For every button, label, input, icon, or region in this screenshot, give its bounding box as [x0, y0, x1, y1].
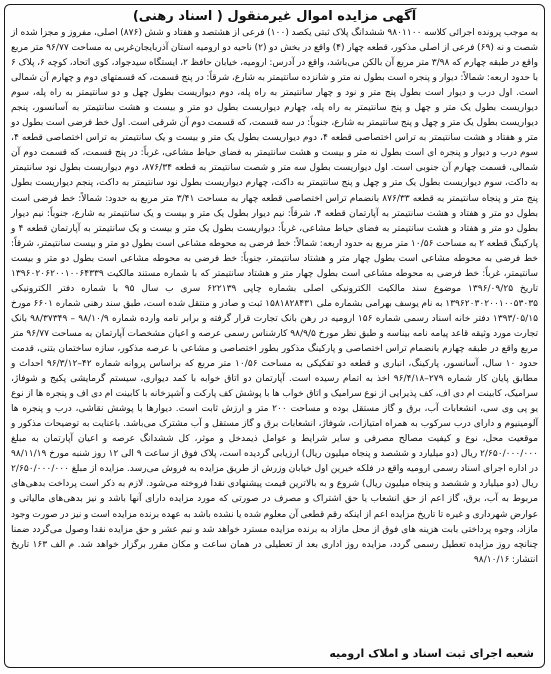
notice-title: آگهی مزایده اموال غیرمنقول ( اسناد رهنی): [132, 9, 417, 24]
notice-signature: شعبه اجرای ثبت اسناد و املاک ارومیه: [329, 647, 534, 660]
notice-frame: [4, 4, 545, 668]
notice-body: به موجب پرونده اجرائی کلاسه ۹۸۰۱۱۰۰ ششدانگ پلاک ثبتی یکصد (۱۰۰) فرعی از هشتصد و هفتاد و شش (۸۷۶) اصلی، مفروز و مجزا شده از شصت و نه (۶۹) فرعی از اصلی مذکور، قطعه چهار (۴) واقع در بخش دو (۲) ناحیه دو ارومیه استان آذربایجان‌غربی به مساحت ۹۶/۷۷ متر مربع واقع در طبقه چهارم که ۳/۹۸ متر مربع آن بالکن می‌باشد، واقع در آدرس: ارومیه، خیابان حافظ ۲، ایستگاه سیدجواد، کوی اتحاد، کوچه ۶، پلاک ۶ با حدود اربعه: شمالاً: دیوار و پنجره است بطول نه متر و شانزده سانتیمتر به شارع، شرقاً: در پنج قسمت، که قسمتهای دوم و چهارم آن شمالی است. اول درب و دیوار است بطول پنج متر و نود و چهار سانتیمتر به راه پله، دوم دیواریست بطول چهل و دو سانتیمتر به راه پله، سوم دیواریست بطول یک متر و چهل و پنج سانتیمتر به راه پله، چهارم دیواریست بطول دو متر و بیست و هشت سانتیمتر به آسانسور، پنجم دیواریست بطول یک متر و چهل و پنج سانتیمتر به شارع، جنوباً: در سه قسمت، که قسمت دوم آن شرقی است. اول خط فرضی است بطول دو متر و هفتاد و هشت سانتیمتر به تراس اختصاصی قطعه ۴، دوم دیواریست بطول یک متر و بیست و یک سانتیمتر به تراس اختصاصی قطعه ۴، سوم درب و دیوار و پنجره ای است بطول نه متر و بیست و هشت سانتیمتر به فضای حیاط مشاعی، غرباً: در پنج قسمت، که قسمت دوم آن شمالی، قسمت چهارم آن جنوبی است. اول دیواریست بطول سه متر و شصت سانتیمتر به قطعه ۸۷۶/۳۴، دوم دیواریست بطول نود سانتیمتر به داکت، سوم دیواریست بطول یک متر و چهل و پنج سانتیمتر به داکت، چهارم دیواریست بطول نود سانتیمتر به داکت، پنجم دیواریست بطول پنج متر و پنجاه سانتیمتر به قطعه ۸۷۶/۳۳ بانضمام تراس اختصاصی قطعه چهار به مساحت ۳/۴۱ متر مربع به حدود: شمالاً: خط فرضی است بطول دو متر و هفتاد و هشت سانتیمتر به آپارتمان قطعه ۴، شرقاً: نیم دیوار بطول یک متر و بیست و یک سانتیمتر به شارع، جنوباً: نیم دیوار بطول دو متر و هفتاد و هشت سانتیمتر به فضای حیاط مشاعی، غرباً: دیواریست بطول یک متر و بیست و یک سانتیمتر به آپارتمان قطعه ۴ و پارکینگ قطعه ۲ به مساحت ۱۰/۵۶ متر مربع به حدود اربعه: شمالاً: خط فرضی به محوطه مشاعی است بطول دو متر و بیست سانتیمتر، شرقاً: خط فرضی به محوطه مشاعی است بطول چهار متر و هشتاد سانتیمتر، جنوباً: خط فرضی به محوطه مشاعی است بطول دو متر و بیست سانتیمتر، غرباً: خط فرضی به محوطه مشاعی است بطول چهار متر و هشتاد سانتیمتر که با شماره مستند مالکیت ۱۳۹۶۰۲۰۶۲۰۰۱۰۰۶۴۳۳۹ تاریخ ۱۳۹۶/۰۹/۲۵ موضوع سند مالکیت الکترونیکی اصلی بشماره چاپی ۶۲۲۱۳۹ سری ب سال ۹۵ با شماره دفتر الکترونیکی ۱۳۹۶۲۰۳۰۲۰۰۱۰۰۵۳۰۳۵ به نام یوسف بهرامی بشماره ملی ۱۵۸۱۸۲۸۴۳۱ ثبت و صادر و منتقل شده است، طبق سند رهنی شماره ۶۶۰۱ مورخ ۱۳۹۳/۰۵/۱۵ دفتر خانه اسناد رسمی شماره ۱۵۶ ارومیه در رهن بانک تجارت قرار گرفته و برابر نامه وارده شماره ۹۸/۱۰/۹ – ۹۸/۳۷۳۴۹ بانک تجارت مورد وثیقه قاعد پیامه نامه بیناسه و طبق نظر مورخ ۹۸/۹/۵ کارشناس رسمی عرصه و اعیان مشخصات آپارتمان به مساحت ۹۶/۷۷ متر مربع واقع در طبقه چهارم بانضمام تراس اختصاصی و پارکینگ مذکور بطور اختصاصی و مشاعی با عرصه مذکور، سازه ساختمان بتنی، قدمت حدود ۱۰ سال، آسانسور، پارکینگ، انباری و قطعه دو تفکیکی به مساحت ۱۰/۵۶ متر مربع که براساس پروانه شماره ۴۲–۹۶/۳/۱۲ احداث و مطابق پایان کار شماره ۲۷۹–۹۶/۴/۱۸ اخذ به اتمام رسیده است. آپارتمان دو اتاق خوابه با کمد دیواری، سیستم گرمایشی پکیج و شوفاژ، سرامیک، کابینت ام دی اف، کف پذیرایی از نوع سرامیک و اتاق خواب ها با پوشش کف پارکت و آشپزخانه با کابینت ام دی اف و پنجره ها از نوع یو پی وی سی، انشعابات آب، برق و گاز مستقل بوده و مساحت ۲۰۰ متر و ارزش ثابت است. دیوارها با پوشش نقاشی، درب و پنجره ها آلومینیوم و دارای درب سرکوب به همراه امتیازات، شوفاژ، انشعابات برق و گاز مستقل و آب مشترک می‌باشد. باعنایت به توضیحات مذکور و موقعیت محل، نوع و کیفیت مصالح مصرفی و سایر شرایط و عوامل ذیمدخل و موثر، کل ششدانگ عرصه و اعیان آپارتمان به مبلغ ۲/۶۵۰/۰۰۰/۰۰۰ ریال (دو میلیارد و ششصد و پنجاه میلیون ریال) ارزیابی گردیده است، پلاک فوق از ساعت ۹ الی ۱۲ روز شنبه مورخ ۹۸/۱۱/۱۹ در اداره اجرای اسناد رسمی ارومیه واقع در فلکه خیرین اول خیابان وزرش از طریق مزایده به فروش می‌رسد. مزایده از مبلغ ۲/۶۵۰/۰۰۰/۰۰۰ ریال (دو میلیارد و ششصد و پنجاه میلیون ریال) شروع و به بالاترین قیمت پیشنهادی نقدا فروخته می‌شود. لازم به ذکر است پرداخت بدهی‌های مربوط به آب، برق، گاز اعم از حق انشعاب یا حق اشتراک و مصرف در صورتی که مورد مزایده دارای آنها باشد و نیز بدهی‌های مالیاتی و عوارض شهرداری و غیره تا تاریخ مزایده اعم از اینکه رقم قطعی آن معلوم شده یا نشده باشد به عهده برنده مزایده است و نیز در صورت وجود مازاد، وجوه پرداختی بابت هزینه های فوق از محل مازاد به برنده مزایده مسترد خواهد شد و نیم عشر و حق مزایده نقدا وصول می‌گردد ضمنا چنانچه روز مزایده تعطیل رسمی گردد، مزایده روز اداری بعد از تعطیلی در همان ساعت و مکان مقرر برگزار خواهد شد. م الف ۱۶۳ تاریخ انتشار: ۹۸/۱۰/۱۶: [11, 28, 539, 565]
